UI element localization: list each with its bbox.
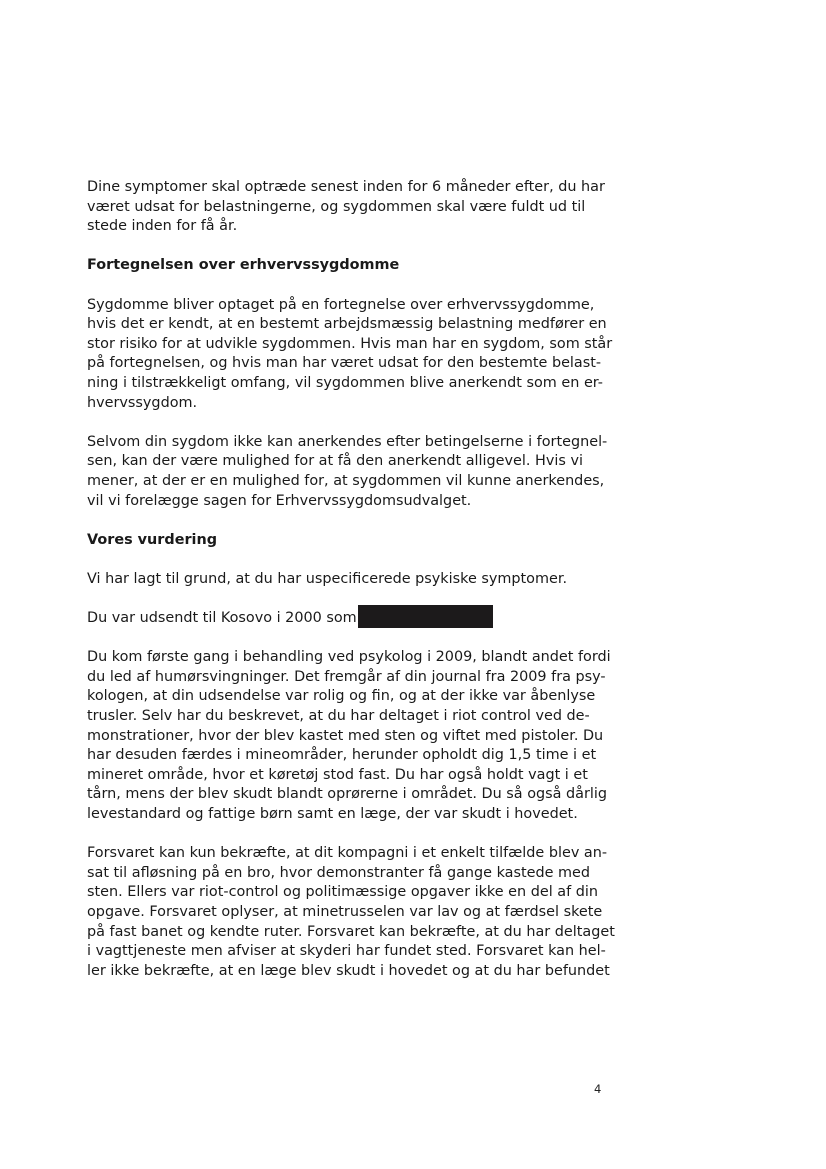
text-line: Forsvaret kan kun bekræfte, at dit kompagni i et enkelt tilfælde blev an- bbox=[87, 845, 608, 862]
text-line: Selvom din sygdom ikke kan anerkendes efter betingelserne i fortegnel- bbox=[87, 433, 608, 450]
text-line: ning i tilstrækkeligt omfang, vil sygdommen blive anerkendt som en er- bbox=[87, 374, 603, 391]
text-line: Sygdomme bliver optaget på en fortegnelse over erhvervssygdomme, bbox=[87, 296, 595, 313]
fortegnelsen-paragraph-1 bbox=[87, 296, 617, 414]
text-line: Du var udsendt til Kosovo i 2000 som bbox=[87, 610, 357, 627]
text-line: opgave. Forsvaret oplyser, at minetrusselen var lav og at færdsel skete bbox=[87, 903, 603, 920]
text-line: vil vi forelægge sagen for Erhvervssygdomsudvalget. bbox=[87, 492, 472, 509]
text-line: kologen, at din udsendelse var rolig og fin, og at der ikke var åbenlyse bbox=[87, 688, 596, 705]
document-body bbox=[87, 178, 617, 981]
text-line: trusler. Selv har du beskrevet, at du har deltaget i riot control ved de- bbox=[87, 708, 590, 725]
text-line: du led af humørsvingninger. Det fremgår af din journal fra 2009 fra psy- bbox=[87, 668, 606, 685]
page-number: 4 bbox=[594, 1082, 602, 1096]
text-line: på fast banet og kendte ruter. Forsvaret kan bekræfte, at du har deltaget bbox=[87, 923, 615, 940]
text-line: sten. Ellers var riot-control og politimæssige opgaver ikke en del af din bbox=[87, 884, 598, 901]
vurdering-paragraph-2 bbox=[87, 609, 617, 629]
vurdering-paragraph-4 bbox=[87, 844, 617, 981]
text-line: sen, kan der være mulighed for at få den anerkendt alligevel. Hvis vi bbox=[87, 453, 583, 470]
intro-paragraph bbox=[87, 178, 617, 237]
fortegnelsen-paragraph-2 bbox=[87, 433, 617, 511]
section-heading-fortegnelsen: Fortegnelsen over erhvervssygdomme bbox=[87, 257, 400, 274]
text-line: stede inden for få år. bbox=[87, 218, 238, 235]
text-line: været udsat for belastningerne, og sygdommen skal være fuldt ud til bbox=[87, 198, 586, 215]
redaction-block bbox=[358, 605, 493, 628]
text-line: hvervssygdom. bbox=[87, 394, 198, 411]
text-line: tårn, mens der blev skudt blandt oprørerne i området. Du så også dårlig bbox=[87, 786, 608, 803]
vurdering-paragraph-1 bbox=[87, 570, 617, 590]
text-line: stor risiko for at udvikle sygdommen. Hvis man har en sygdom, som står bbox=[87, 335, 613, 352]
section-heading-vurdering: Vores vurdering bbox=[87, 531, 218, 548]
text-line: monstrationer, hvor der blev kastet med sten og viftet med pistoler. Du bbox=[87, 727, 604, 744]
text-line: levestandard og fattige børn samt en læge, der var skudt i hovedet. bbox=[87, 806, 578, 822]
text-line: mener, at der er en mulighed for, at sygdommen vil kunne anerkendes, bbox=[87, 472, 605, 489]
text-line: Du kom første gang i behandling ved psykolog i 2009, blandt andet fordi bbox=[87, 649, 611, 666]
text-line: hvis det er kendt, at en bestemt arbejdsmæssig belastning medfører en bbox=[87, 316, 607, 333]
vurdering-paragraph-3 bbox=[87, 648, 617, 824]
text-line: mineret område, hvor et køretøj stod fast. Du har også holdt vagt i et bbox=[87, 766, 588, 783]
text-line: Dine symptomer skal optræde senest inden for 6 måneder efter, du har bbox=[87, 179, 605, 195]
text-line: Vi har lagt til grund, at du har uspecificerede psykiske symptomer. bbox=[87, 570, 568, 587]
text-line: har desuden færdes i mineområder, herunder opholdt dig 1,5 time i et bbox=[87, 747, 597, 764]
text-line: ler ikke bekræfte, at en læge blev skudt i hovedet og at du har befundet bbox=[87, 962, 610, 979]
text-line: sat til afløsning på en bro, hvor demonstranter få gange kastede med bbox=[87, 864, 591, 881]
text-line: i vagttjeneste men afviser at skyderi har fundet sted. Forsvaret kan hel- bbox=[87, 943, 606, 960]
text-line: på fortegnelsen, og hvis man har været udsat for den bestemte belast- bbox=[87, 355, 602, 372]
